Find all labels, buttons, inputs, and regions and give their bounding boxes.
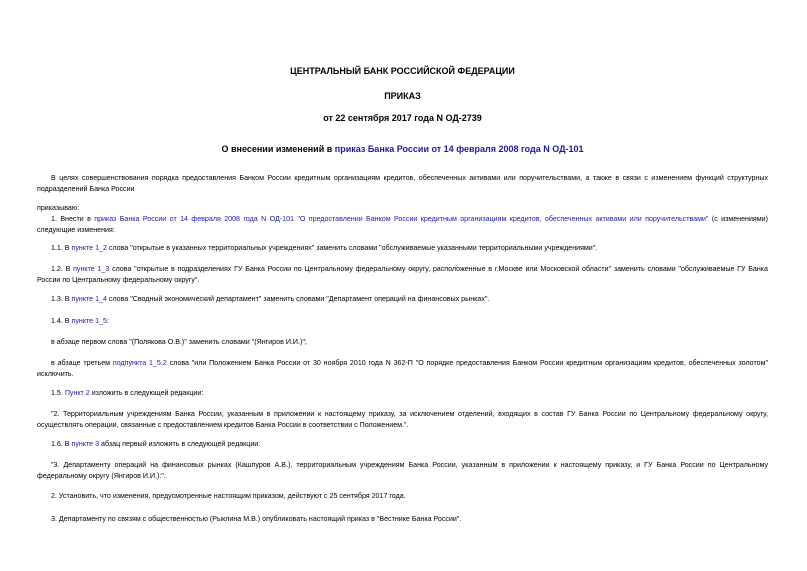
p13-link[interactable]: пункте 1_4 xyxy=(71,295,107,303)
doc-type: ПРИКАЗ xyxy=(384,91,421,101)
p13-tail: слова "Сводный экономический департамент" заменить словами "Департамент операций на финансовых рынках". xyxy=(106,295,490,303)
paragraph-3: 3. Департаменту по связям с общественностью (Рыклина М.В.) опубликовать настоящий приказ в "Вестнике Банка России". xyxy=(51,515,462,523)
p15-link[interactable]: Пункт 2 xyxy=(64,389,90,397)
doc-title-text: О внесении изменений в xyxy=(221,144,335,154)
p1-text: 1. Внести в xyxy=(51,215,95,223)
title-link[interactable]: приказ Банка России от 14 февраля 2008 года N ОД-101 xyxy=(334,144,584,154)
doc-date-number: от 22 сентября 2017 года N ОД-2739 xyxy=(323,113,482,123)
paragraph-1-4 xyxy=(37,316,768,327)
p14b-link[interactable]: подпункта 1_5.2 xyxy=(112,359,167,367)
paragraph-1 xyxy=(37,214,768,235)
p12-text: 1.2. В xyxy=(51,265,74,273)
p11-link[interactable]: пункте 1_2 xyxy=(71,244,107,252)
org-name: ЦЕНТРАЛЬНЫЙ БАНК РОССИЙСКОЙ ФЕДЕРАЦИИ xyxy=(290,66,515,76)
p14-link[interactable]: пункте 1_5 xyxy=(71,317,107,325)
paragraph-1-2 xyxy=(37,264,768,285)
paragraph-2: 2. Установить, что изменения, предусмотренные настоящим приказом, действуют с 25 сентября 2017 года. xyxy=(51,492,406,500)
p16-link[interactable]: пункте 3 xyxy=(71,440,100,448)
p15-tail: изложить в следующей редакции: xyxy=(89,389,204,397)
p1-tail: (с изменениями) следующие изменения: xyxy=(37,215,768,234)
paragraph-1-6-quote: "3. Департаменту операций на финансовых рынках (Кашпуров А.В.), территориальным учреждениям Банка России, указанным в приложении к настоящему приказу, и ГУ Банка России по Центральному федеральному округу (Янгиров И.И.):". xyxy=(37,461,768,480)
p1-link-order[interactable]: приказ Банка России от 14 февраля 2008 года N ОД-101 xyxy=(94,215,294,223)
p11-tail: слова "открытые в указанных территориальных учреждениях" заменить словами "обслуживаемые указанными территориальными учреждениями". xyxy=(106,244,598,252)
p1-link-title[interactable]: "О предоставлении Банком России кредитным организациям кредитов, обеспеченных активами или поручительствами" xyxy=(297,215,709,223)
p12-tail: слова "открытые в подразделениях ГУ Банка России по Центральному федеральному округу, расположенные в г.Москве или Московской области" заменить словами "обслуживаемые ГУ Банка России по Центральному федеральному округу". xyxy=(37,265,768,284)
paragraph-1-5-quote: "2. Территориальным учреждениям Банка России, указанным в приложении к настоящему приказу, за исключением отделений, входящих в состав ГУ Банка России по Центральному федеральному округу, осуществлять операции, связанные с предоставлением кредитов Банка России в соответствии с Положением.". xyxy=(37,410,768,429)
p15-text: 1.5. xyxy=(51,389,65,397)
paragraph-1-1 xyxy=(37,243,768,254)
paragraph-1-6 xyxy=(37,439,768,450)
doc-title xyxy=(37,144,768,154)
paragraph-1-5 xyxy=(37,388,768,399)
paragraph-1-4-a: в абзаце первом слова "(Полякова О.В.)" заменить словами "(Янгиров И.И.)"; xyxy=(51,338,307,346)
p16-text: 1.6. В xyxy=(51,440,72,448)
p14b-tail: слова "или Положением Банка России от 30 ноября 2010 года N 362-П "О порядке предоставления Банком России кредитным организациям кредитов, обеспеченных золотом" исключить. xyxy=(37,359,768,378)
p14-tail: : xyxy=(106,317,109,325)
intro-paragraph: В целях совершенствования порядка предоставления Банком России кредитным организациям кредитов, обеспеченных активами или поручительствами, а также в связи с изменением функций структурных подразделений Банка России xyxy=(37,174,768,193)
p14-text: 1.4. В xyxy=(51,317,72,325)
p16-tail: абзац первый изложить в следующей редакции: xyxy=(99,440,261,448)
paragraph-1-4-b xyxy=(37,358,768,379)
order-word: приказываю: xyxy=(37,204,80,212)
p13-text: 1.3. В xyxy=(51,295,72,303)
p12-link[interactable]: пункте 1_3 xyxy=(73,265,110,273)
p11-text: 1.1. В xyxy=(51,244,72,252)
paragraph-1-3 xyxy=(37,294,768,305)
p14b-text: в абзаце третьем xyxy=(51,359,113,367)
